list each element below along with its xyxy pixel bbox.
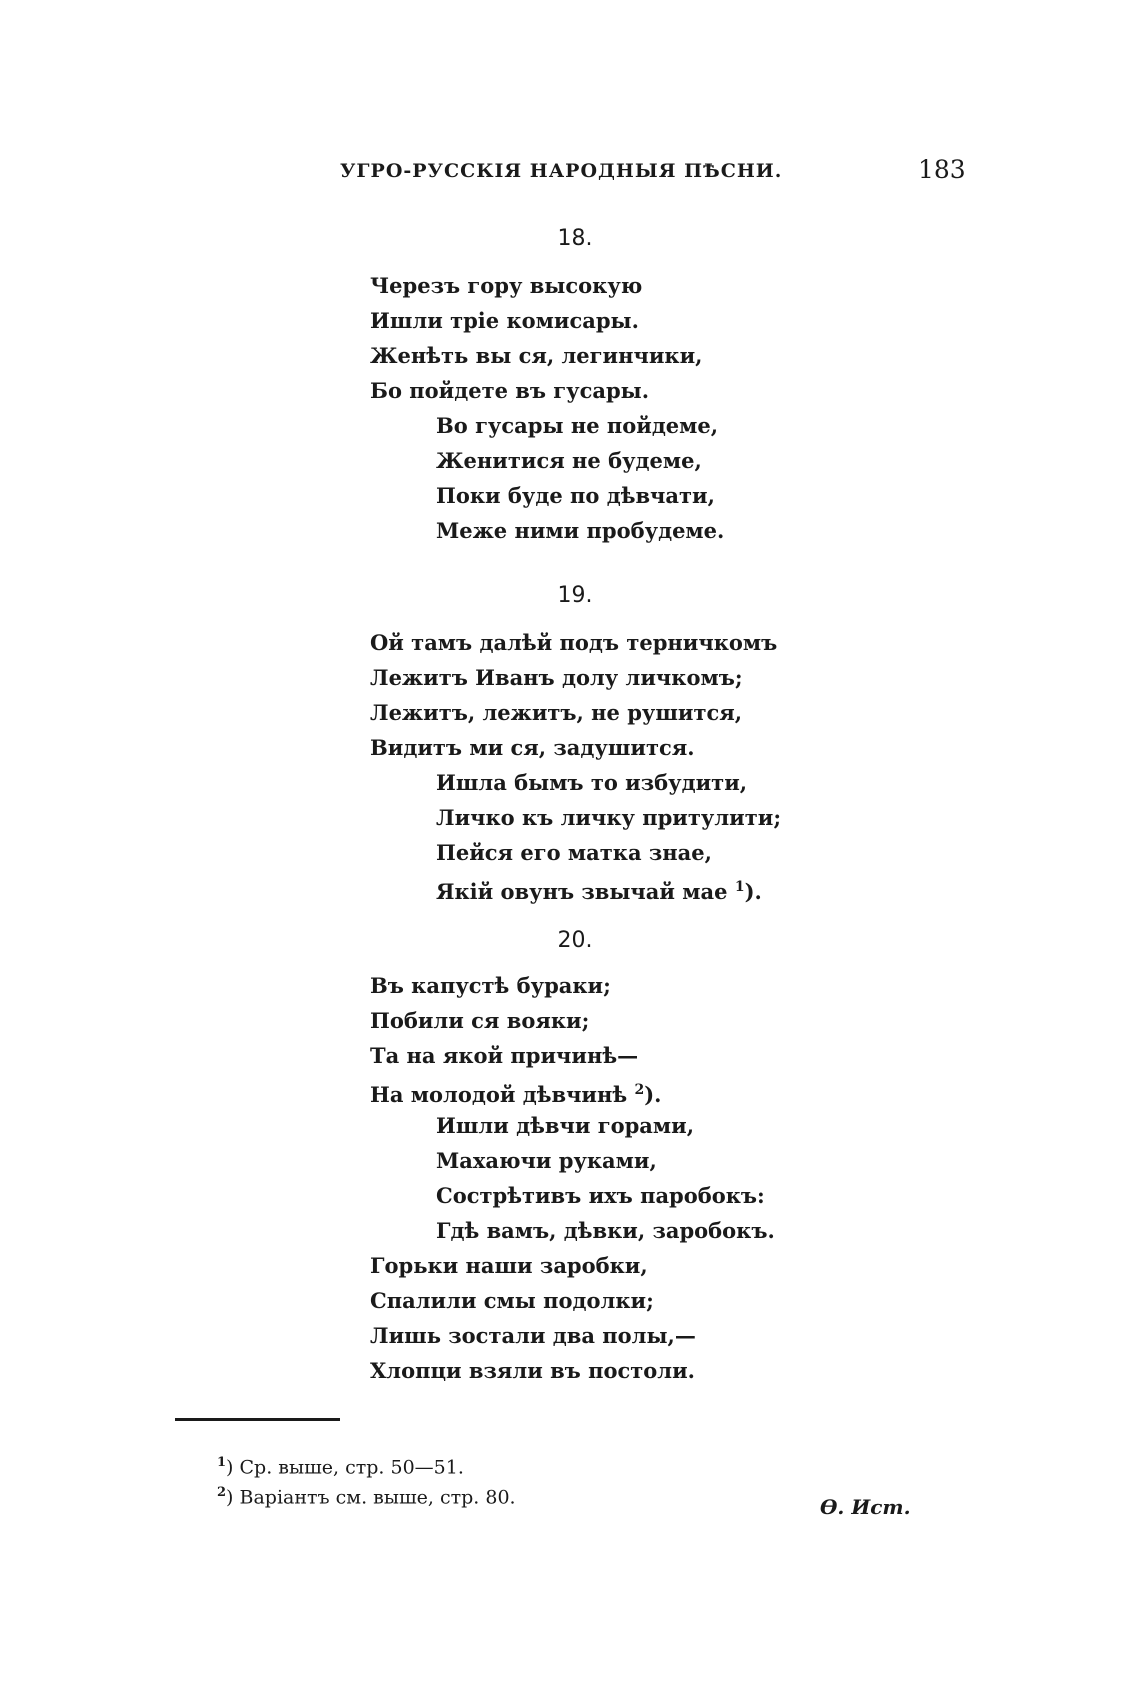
- verse-text: Меже ними пробудеме.: [436, 518, 725, 543]
- verse-line: [370, 695, 781, 730]
- verse-text: Спалили смы подолки;: [370, 1288, 654, 1313]
- verse-line: [370, 373, 724, 408]
- verse-text: Гдѣ вамъ, дѣвки, заробокъ.: [436, 1218, 775, 1243]
- verse-line: [370, 835, 781, 870]
- verse-text: Лежитъ, лежитъ, не рушится,: [370, 700, 743, 725]
- poem-stanza: [370, 968, 775, 1388]
- author-signature: Ѳ. Ист.: [820, 1495, 911, 1519]
- verse-tail: ).: [744, 879, 762, 904]
- verse-line: [370, 1143, 775, 1178]
- verse-line: [370, 730, 781, 765]
- verse-text: Во гусары не пойдеме,: [436, 413, 719, 438]
- poem-stanza: [370, 625, 781, 905]
- verse-text: Сострѣтивъ ихъ паробокъ:: [436, 1183, 765, 1208]
- footnote-reference: 1: [734, 879, 745, 895]
- page-number: 183: [918, 155, 966, 184]
- verse-text: Ой тамъ далѣй подъ терничкомъ: [370, 630, 778, 655]
- footnote-reference: 2: [634, 1082, 645, 1098]
- verse-text: Ишла бымъ то избудити,: [436, 770, 748, 795]
- verse-line: [370, 1003, 775, 1038]
- verse-text: Хлопци взяли въ постоли.: [370, 1358, 695, 1383]
- verse-text: Лежитъ Иванъ долу личкомъ;: [370, 665, 743, 690]
- verse-line: [370, 1178, 775, 1213]
- footnote-divider: [175, 1418, 340, 1421]
- verse-line: [370, 1038, 775, 1073]
- footnote: [217, 1478, 516, 1508]
- verse-text: Якій овунъ звычай мае: [436, 879, 728, 904]
- verse-text: Та на якой причинѣ—: [370, 1043, 639, 1068]
- footnote-text: ) Ср. выше, стр. 50—51.: [226, 1456, 464, 1479]
- verse-line: [370, 1213, 775, 1248]
- verse-text: Женитися не будеме,: [436, 448, 702, 473]
- verse-line: [370, 1283, 775, 1318]
- verse-line: [370, 443, 724, 478]
- footnotes: [217, 1448, 516, 1508]
- verse-line: [370, 870, 781, 905]
- verse-text: Махаючи руками,: [436, 1148, 657, 1173]
- verse-text: Женѣть вы ся, легинчики,: [370, 343, 703, 368]
- verse-line: [370, 968, 775, 1003]
- verse-text: Личко къ личку притулити;: [436, 805, 782, 830]
- verse-line: [370, 800, 781, 835]
- verse-text: На молодой дѣвчинѣ: [370, 1082, 628, 1107]
- verse-line: [370, 765, 781, 800]
- verse-line: [370, 513, 724, 548]
- verse-line: [370, 1353, 775, 1388]
- footnote: [217, 1448, 516, 1478]
- verse-line: [370, 338, 724, 373]
- verse-line: [370, 303, 724, 338]
- verse-text: Въ капустѣ бураки;: [370, 973, 611, 998]
- verse-text: Видитъ ми ся, задушится.: [370, 735, 695, 760]
- verse-line: [370, 268, 724, 303]
- verse-text: Побили ся вояки;: [370, 1008, 590, 1033]
- song-number: 18.: [557, 226, 593, 251]
- footnote-mark: 1: [217, 1455, 227, 1470]
- verse-line: [370, 1248, 775, 1283]
- verse-line: [370, 660, 781, 695]
- verse-line: [370, 408, 724, 443]
- verse-text: Ишли тріе комисары.: [370, 308, 639, 333]
- verse-line: [370, 1073, 775, 1108]
- verse-text: Ишли дѣвчи горами,: [436, 1113, 695, 1138]
- verse-line: [370, 1318, 775, 1353]
- verse-text: Черезъ гору высокую: [370, 273, 643, 298]
- verse-line: [370, 625, 781, 660]
- verse-text: Пейся его матка знае,: [436, 840, 712, 865]
- verse-text: Лишь зостали два полы,—: [370, 1323, 696, 1348]
- verse-text: Поки буде по дѣвчати,: [436, 483, 715, 508]
- verse-line: [370, 478, 724, 513]
- poem-stanza: [370, 268, 724, 548]
- footnote-text: ) Варіантъ см. выше, стр. 80.: [226, 1486, 516, 1509]
- verse-text: Бо пойдете въ гусары.: [370, 378, 650, 403]
- song-number: 20.: [557, 928, 593, 953]
- song-number: 19.: [557, 583, 593, 608]
- footnote-mark: 2: [217, 1485, 227, 1500]
- verse-text: Горьки наши заробки,: [370, 1253, 648, 1278]
- running-header-title: УГРО-РУССКІЯ НАРОДНЫЯ ПѢСНИ.: [340, 160, 783, 182]
- verse-tail: ).: [644, 1082, 662, 1107]
- verse-line: [370, 1108, 775, 1143]
